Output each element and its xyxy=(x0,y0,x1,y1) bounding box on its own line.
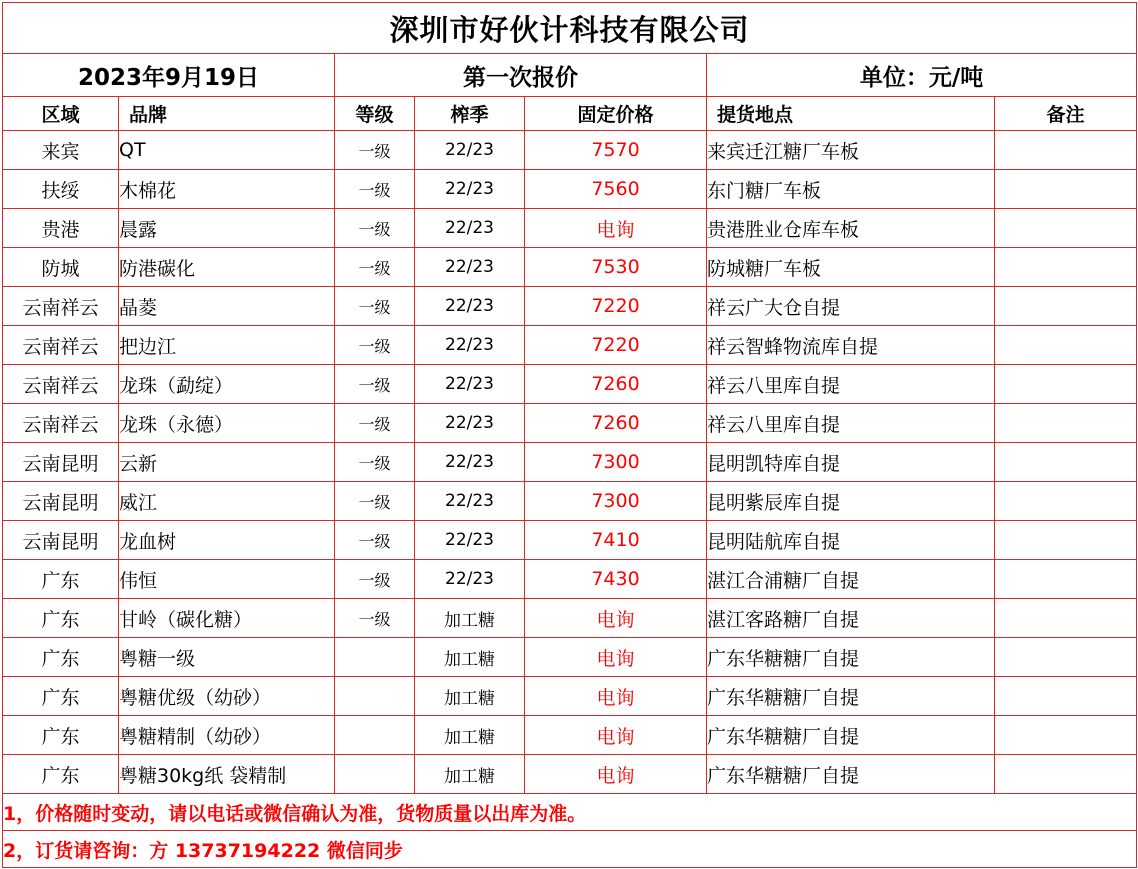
cell-place: 昆明凯特库自提 xyxy=(707,443,995,482)
cell-brand: 粤糖优级（幼砂） xyxy=(119,677,335,716)
cell-place: 祥云智蜂物流库自提 xyxy=(707,326,995,365)
header-brand: 品牌 xyxy=(119,97,335,131)
footer-note-1: 1，价格随时变动，请以电话或微信确认为准，货物质量以出库为准。 xyxy=(3,794,1137,831)
cell-grade: 一级 xyxy=(335,326,415,365)
table-row xyxy=(3,326,1137,365)
cell-brand: 晨露 xyxy=(119,209,335,248)
cell-area: 云南祥云 xyxy=(3,326,119,365)
cell-price: 电询 xyxy=(525,755,707,794)
cell-note xyxy=(995,599,1137,638)
footer-note-row-2 xyxy=(3,831,1137,868)
company-title: 深圳市好伙计科技有限公司 xyxy=(3,3,1137,54)
cell-price: 7410 xyxy=(525,521,707,560)
cell-price: 7220 xyxy=(525,287,707,326)
cell-season: 22/23 xyxy=(415,365,525,404)
table-row xyxy=(3,638,1137,677)
cell-area: 云南祥云 xyxy=(3,365,119,404)
footer-note-row-1 xyxy=(3,794,1137,831)
cell-grade: 一级 xyxy=(335,209,415,248)
cell-place: 祥云广大仓自提 xyxy=(707,287,995,326)
cell-place: 广东华糖糖厂自提 xyxy=(707,638,995,677)
cell-grade: 一级 xyxy=(335,365,415,404)
cell-area: 广东 xyxy=(3,638,119,677)
cell-grade xyxy=(335,755,415,794)
cell-season: 22/23 xyxy=(415,404,525,443)
cell-note xyxy=(995,716,1137,755)
cell-season: 22/23 xyxy=(415,560,525,599)
header-season: 榨季 xyxy=(415,97,525,131)
quote-unit: 单位：元/吨 xyxy=(707,54,1137,97)
table-row xyxy=(3,443,1137,482)
cell-brand: 晶菱 xyxy=(119,287,335,326)
header-note: 备注 xyxy=(995,97,1137,131)
cell-season: 加工糖 xyxy=(415,677,525,716)
cell-price: 7220 xyxy=(525,326,707,365)
cell-place: 祥云八里库自提 xyxy=(707,404,995,443)
header-area: 区域 xyxy=(3,97,119,131)
cell-season: 22/23 xyxy=(415,131,525,170)
cell-season: 加工糖 xyxy=(415,716,525,755)
cell-season: 22/23 xyxy=(415,443,525,482)
cell-brand: 粤糖30kg纸 袋精制 xyxy=(119,755,335,794)
cell-note xyxy=(995,755,1137,794)
cell-season: 22/23 xyxy=(415,482,525,521)
header-grade: 等级 xyxy=(335,97,415,131)
cell-season: 22/23 xyxy=(415,287,525,326)
cell-grade: 一级 xyxy=(335,287,415,326)
table-row xyxy=(3,755,1137,794)
cell-note xyxy=(995,677,1137,716)
cell-place: 广东华糖糖厂自提 xyxy=(707,755,995,794)
cell-season: 22/23 xyxy=(415,209,525,248)
cell-season: 22/23 xyxy=(415,326,525,365)
cell-grade xyxy=(335,716,415,755)
cell-place: 东门糖厂车板 xyxy=(707,170,995,209)
price-quote-sheet xyxy=(0,2,1138,869)
cell-grade: 一级 xyxy=(335,482,415,521)
table-row xyxy=(3,404,1137,443)
cell-grade xyxy=(335,638,415,677)
quote-round: 第一次报价 xyxy=(335,54,707,97)
table-row xyxy=(3,365,1137,404)
cell-place: 昆明紫辰库自提 xyxy=(707,482,995,521)
cell-note xyxy=(995,482,1137,521)
cell-price: 7260 xyxy=(525,404,707,443)
cell-note xyxy=(995,287,1137,326)
table-row xyxy=(3,560,1137,599)
cell-price: 7530 xyxy=(525,248,707,287)
table-row xyxy=(3,677,1137,716)
cell-area: 贵港 xyxy=(3,209,119,248)
cell-grade: 一级 xyxy=(335,443,415,482)
cell-place: 湛江客路糖厂自提 xyxy=(707,599,995,638)
title-row xyxy=(3,3,1137,54)
cell-brand: QT xyxy=(119,131,335,170)
table-row xyxy=(3,170,1137,209)
cell-brand: 防港碳化 xyxy=(119,248,335,287)
cell-price: 电询 xyxy=(525,716,707,755)
cell-grade: 一级 xyxy=(335,560,415,599)
cell-season: 加工糖 xyxy=(415,638,525,677)
cell-grade: 一级 xyxy=(335,248,415,287)
cell-note xyxy=(995,131,1137,170)
cell-season: 加工糖 xyxy=(415,755,525,794)
cell-note xyxy=(995,248,1137,287)
table-row xyxy=(3,482,1137,521)
cell-brand: 威江 xyxy=(119,482,335,521)
cell-place: 来宾迁江糖厂车板 xyxy=(707,131,995,170)
price-table xyxy=(2,2,1137,868)
header-price: 固定价格 xyxy=(525,97,707,131)
cell-area: 云南祥云 xyxy=(3,287,119,326)
cell-area: 广东 xyxy=(3,677,119,716)
cell-area: 云南昆明 xyxy=(3,482,119,521)
cell-note xyxy=(995,443,1137,482)
cell-area: 云南昆明 xyxy=(3,443,119,482)
cell-area: 来宾 xyxy=(3,131,119,170)
cell-price: 7300 xyxy=(525,443,707,482)
cell-brand: 龙珠（永德） xyxy=(119,404,335,443)
cell-note xyxy=(995,170,1137,209)
cell-price: 7300 xyxy=(525,482,707,521)
cell-note xyxy=(995,326,1137,365)
subtitle-row xyxy=(3,54,1137,97)
cell-brand: 把边江 xyxy=(119,326,335,365)
cell-grade: 一级 xyxy=(335,599,415,638)
footer-note-2: 2，订货请咨询：方 13737194222 微信同步 xyxy=(3,831,1137,868)
cell-note xyxy=(995,404,1137,443)
cell-brand: 粤糖精制（幼砂） xyxy=(119,716,335,755)
table-row xyxy=(3,599,1137,638)
table-row xyxy=(3,716,1137,755)
table-row xyxy=(3,248,1137,287)
cell-area: 广东 xyxy=(3,716,119,755)
table-row xyxy=(3,209,1137,248)
cell-season: 22/23 xyxy=(415,248,525,287)
table-row xyxy=(3,287,1137,326)
cell-area: 云南昆明 xyxy=(3,521,119,560)
quote-date: 2023年9月19日 xyxy=(3,54,335,97)
table-row xyxy=(3,131,1137,170)
cell-season: 22/23 xyxy=(415,170,525,209)
cell-brand: 木棉花 xyxy=(119,170,335,209)
cell-area: 防城 xyxy=(3,248,119,287)
cell-place: 昆明陆航库自提 xyxy=(707,521,995,560)
cell-note xyxy=(995,209,1137,248)
header-place: 提货地点 xyxy=(707,97,995,131)
cell-brand: 甘岭（碳化糖） xyxy=(119,599,335,638)
cell-brand: 云新 xyxy=(119,443,335,482)
cell-price: 电询 xyxy=(525,638,707,677)
cell-grade: 一级 xyxy=(335,131,415,170)
cell-area: 广东 xyxy=(3,560,119,599)
table-row xyxy=(3,521,1137,560)
cell-place: 湛江合浦糖厂自提 xyxy=(707,560,995,599)
cell-place: 祥云八里库自提 xyxy=(707,365,995,404)
cell-area: 扶绥 xyxy=(3,170,119,209)
cell-brand: 龙珠（勐绽） xyxy=(119,365,335,404)
cell-grade: 一级 xyxy=(335,521,415,560)
cell-note xyxy=(995,521,1137,560)
cell-note xyxy=(995,638,1137,677)
cell-price: 7260 xyxy=(525,365,707,404)
cell-price: 7570 xyxy=(525,131,707,170)
cell-price: 7560 xyxy=(525,170,707,209)
cell-grade: 一级 xyxy=(335,170,415,209)
cell-season: 22/23 xyxy=(415,521,525,560)
table-header-row xyxy=(3,97,1137,131)
cell-price: 7430 xyxy=(525,560,707,599)
cell-brand: 伟恒 xyxy=(119,560,335,599)
cell-place: 贵港胜业仓库车板 xyxy=(707,209,995,248)
cell-note xyxy=(995,365,1137,404)
cell-price: 电询 xyxy=(525,677,707,716)
cell-place: 广东华糖糖厂自提 xyxy=(707,716,995,755)
cell-area: 云南祥云 xyxy=(3,404,119,443)
cell-grade xyxy=(335,677,415,716)
cell-grade: 一级 xyxy=(335,404,415,443)
cell-note xyxy=(995,560,1137,599)
cell-price: 电询 xyxy=(525,599,707,638)
cell-brand: 粤糖一级 xyxy=(119,638,335,677)
cell-season: 加工糖 xyxy=(415,599,525,638)
cell-area: 广东 xyxy=(3,755,119,794)
cell-brand: 龙血树 xyxy=(119,521,335,560)
cell-place: 防城糖厂车板 xyxy=(707,248,995,287)
cell-price: 电询 xyxy=(525,209,707,248)
cell-place: 广东华糖糖厂自提 xyxy=(707,677,995,716)
cell-area: 广东 xyxy=(3,599,119,638)
